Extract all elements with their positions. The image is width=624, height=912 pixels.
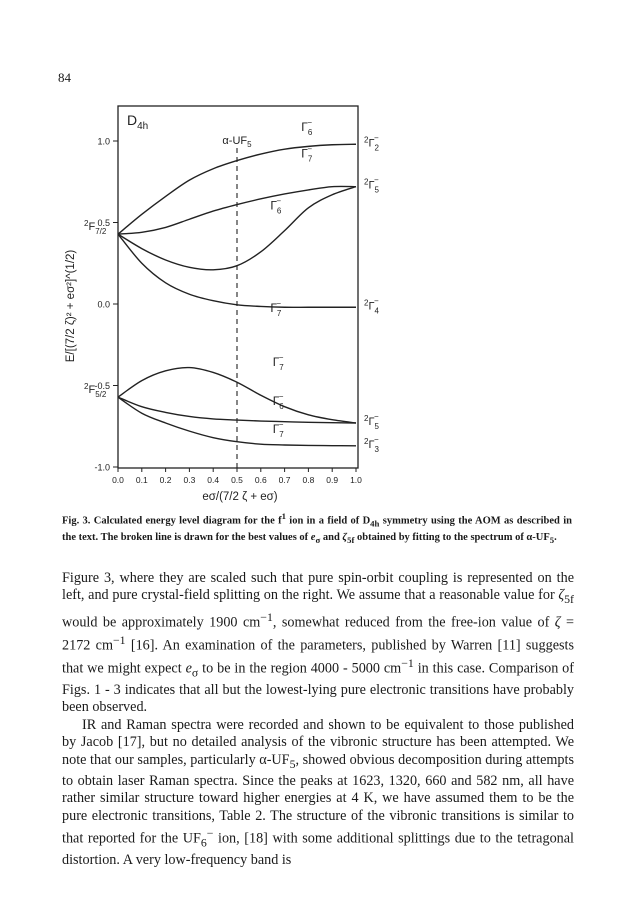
curve-label-7	[273, 420, 285, 439]
right-level-label-4	[364, 412, 380, 431]
text-run: would be approximately 1900 cm	[62, 614, 261, 631]
curve-label-superscript: −	[307, 144, 312, 154]
text-subscript: 5	[289, 756, 296, 771]
right-level-subscript: 5	[374, 421, 379, 431]
left-level-superscript: 2	[84, 219, 89, 229]
x-tick-label: 0.3	[183, 475, 196, 485]
right-level-label-5	[364, 435, 380, 454]
page-number: 84	[58, 70, 71, 85]
alpha-uf5-label-main: α-UF	[222, 135, 248, 147]
text-run: , showed obvious decomposition during attempts to obtain laser Raman spectra. Since the peaks at 1623, 1320, 660 and 582 nm, all have rather similar structure toward higher energies at 4 K, we have assumed them to be the pure electronic transitions, Table 2. The structure of the vibronic transitions is similar to that reported for the UF	[62, 751, 574, 847]
x-tick-label: 0.1	[135, 475, 148, 485]
x-tick-label: 0.9	[326, 475, 339, 485]
right-level-label-1	[364, 133, 380, 152]
caption-subscript: 5f	[347, 534, 355, 545]
y-tick-label: 1.0	[97, 136, 110, 147]
x-tick-label: 0.4	[207, 475, 220, 485]
left-level-subscript: 5/2	[95, 390, 107, 400]
curve-label-1	[301, 118, 313, 137]
caption-symbol: e	[310, 531, 316, 543]
right-level-superscript: 2	[364, 177, 369, 187]
right-level-gamma: Γ	[368, 300, 375, 313]
curve-label-subscript: 7	[307, 154, 313, 164]
curve-label-gamma: Γ	[272, 354, 280, 369]
left-level-main: F	[88, 384, 96, 397]
right-level-superscript: 2	[364, 413, 369, 423]
text-run: to be in the region 4000 - 5000 cm	[198, 660, 402, 677]
right-level-label-3	[364, 296, 380, 315]
caption-subscript: σ	[315, 534, 321, 545]
curve-label-gamma: Γ	[301, 120, 308, 135]
right-level-gamma: Γ	[368, 137, 375, 150]
text-run: = 2172 cm	[62, 614, 574, 654]
curve-label-subscript: 6	[279, 402, 284, 412]
curve-label-4	[270, 299, 282, 318]
right-level-gamma: Γ	[368, 438, 375, 451]
alpha-uf5-label	[222, 135, 252, 149]
body-text	[62, 570, 574, 869]
x-tick-label: 0.7	[278, 475, 291, 485]
chart-title-main: D	[127, 112, 138, 128]
caption-text: and	[320, 531, 343, 543]
right-level-subscript: 5	[374, 185, 379, 195]
x-tick-label: 0.5	[231, 475, 243, 485]
text-subscript: σ	[191, 665, 199, 680]
curve-label-superscript: −	[278, 392, 284, 402]
x-tick-label: 0.8	[302, 475, 315, 485]
text-run: [16]. An examination of the parameters, published by Warren [11] suggests that we might expect	[62, 637, 574, 677]
curve-label-gamma: Γ	[272, 421, 280, 436]
y-axis-label: E/[(7/2 ζ)² + eσ²]^(1/2)	[65, 249, 77, 363]
left-level-main: F	[88, 221, 96, 234]
text-symbol: e	[185, 660, 192, 677]
curve-label-gamma: Γ	[270, 301, 277, 316]
caption-text: .	[554, 531, 557, 543]
chart-title	[127, 112, 148, 132]
caption-text: symmetry using the AOM as described in the text. The broken line is drawn for the best values of	[62, 515, 572, 543]
right-level-superscript: 2	[364, 298, 369, 308]
right-level-subscript: 4	[374, 306, 379, 316]
y-tick-label: 0.5	[97, 218, 110, 228]
paragraph-2	[62, 717, 574, 870]
caption-symbol: ζ	[342, 531, 348, 543]
right-level-subscript: 3	[374, 444, 379, 454]
curve-label-superscript: −	[276, 196, 282, 206]
curve-label-6	[273, 392, 285, 411]
text-subscript: 5f	[564, 592, 574, 607]
x-tick-label: 0.2	[159, 475, 172, 485]
curve-label-subscript: 7	[276, 309, 282, 319]
curve-label-superscript: −	[307, 118, 312, 128]
right-level-gamma: Γ	[368, 415, 375, 428]
caption-text: Fig. 3. Calculated energy level diagram for the f	[62, 515, 282, 527]
curve-label-2	[301, 144, 313, 163]
caption-subscript: 4h	[370, 518, 380, 529]
alpha-uf5-label-subscript: 5	[247, 140, 252, 149]
caption-text: ion in a field of D	[285, 515, 371, 527]
text-run: , somewhat reduced from the free-ion value of	[272, 614, 555, 631]
right-level-minus: −	[373, 175, 379, 185]
y-tick-label: -0.5	[94, 381, 110, 391]
curve-label-gamma: Γ	[301, 146, 308, 161]
right-level-superscript: 2	[364, 135, 369, 145]
text-symbol: ζ	[558, 587, 565, 604]
text-superscript: −	[206, 825, 214, 840]
right-level-label-2	[364, 176, 380, 195]
right-level-minus: −	[373, 434, 379, 444]
curve-label-subscript: 6	[276, 206, 282, 216]
x-tick-label: 0.6	[254, 475, 267, 485]
text-run: IR and Raman spectra were recorded and shown to be equivalent to those published by Jacob [17], but no detailed analysis of the vibronic structure has been attempted. We note that our samples, particularly α-UF	[62, 716, 574, 768]
curve-label-superscript: −	[278, 419, 284, 429]
curve-label-subscript: 6	[307, 128, 313, 138]
right-level-minus: −	[373, 133, 379, 143]
text-run: ion, [18] with some additional splittings due to the tetragonal distortion. A very low-frequency band is	[62, 830, 574, 868]
text-superscript: −1	[260, 609, 273, 624]
caption-subscript: 5	[549, 534, 555, 545]
text-subscript: 6	[200, 835, 207, 850]
text-superscript: −1	[401, 655, 414, 670]
x-tick-label: 1.0	[350, 475, 362, 485]
left-level-subscript: 7/2	[95, 227, 107, 237]
right-level-minus: −	[373, 411, 379, 421]
caption-superscript: 1	[281, 511, 286, 521]
x-tick-label: 0.0	[112, 475, 124, 485]
curve-label-gamma: Γ	[270, 198, 277, 213]
paragraph-1	[62, 570, 574, 717]
x-axis-label: eσ/(7/2 ζ + eσ)	[202, 491, 278, 503]
curve-label-subscript: 7	[279, 429, 284, 439]
curve-label-superscript: −	[276, 299, 282, 309]
curve-label-5	[273, 353, 285, 372]
figure-caption	[62, 510, 572, 547]
caption-text: obtained by fitting to the spectrum of α-UF	[354, 531, 550, 543]
chart-title-subscript: 4h	[137, 121, 149, 132]
text-symbol: ζ	[554, 614, 561, 631]
text-run: in this case. Comparison of Figs. 1 - 3 indicates that all but the lowest-lying pure electronic transitions have probably been observed.	[62, 660, 575, 716]
right-level-gamma: Γ	[368, 179, 375, 192]
curve-label-subscript: 7	[279, 362, 284, 372]
curve-label-superscript: −	[278, 352, 284, 362]
right-level-superscript: 2	[364, 436, 369, 446]
left-level-superscript: 2	[84, 382, 89, 392]
curve-label-gamma: Γ	[272, 394, 280, 409]
y-tick-label: -1.0	[94, 462, 110, 473]
right-level-subscript: 2	[374, 143, 379, 153]
curve-label-3	[270, 196, 282, 215]
right-level-minus: −	[373, 296, 379, 306]
text-superscript: −1	[112, 632, 126, 647]
y-tick-label: 0.0	[97, 299, 110, 310]
text-run: Figure 3, where they are scaled such that pure spin-orbit coupling is represented on the left, and pure crystal-field splitting on the right. We assume that a reasonable value for	[62, 570, 574, 604]
